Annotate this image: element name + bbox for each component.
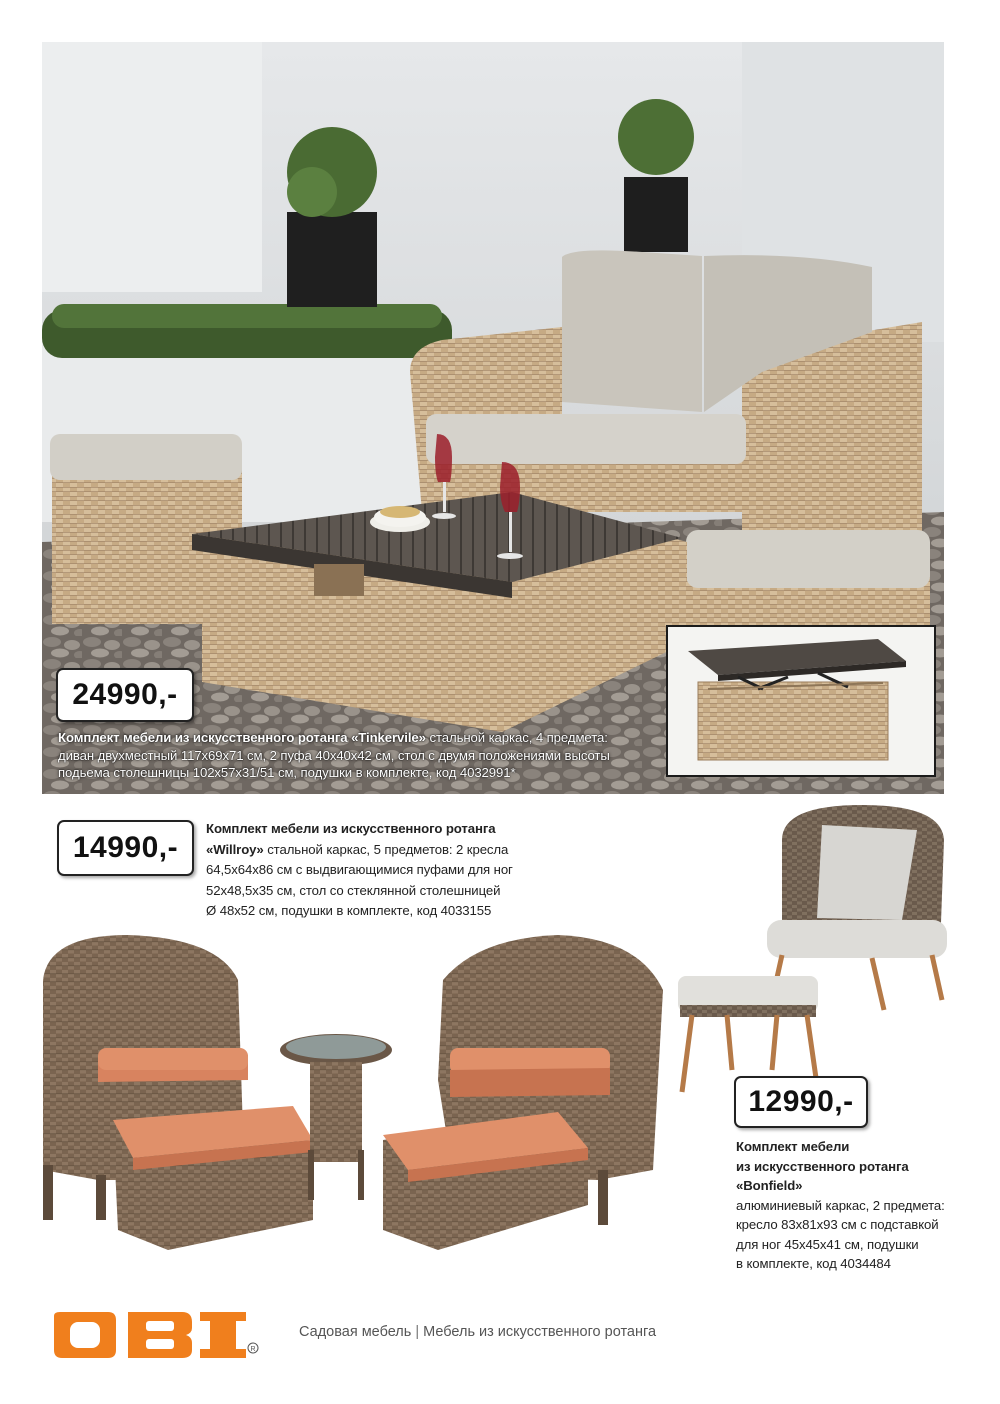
caption-line-1-rest: стальной каркас, 4 предмета: — [425, 730, 608, 745]
price-tag-tinkervile: 24990,- — [56, 668, 194, 722]
bonfield-title-line-2 — [736, 1157, 966, 1177]
willroy-title: Комплект мебели из искусственного ротанга — [206, 821, 496, 836]
bonfield-line-4: алюминиевый каркас, 2 предмета: — [736, 1197, 945, 1213]
inset-table-raised-photo — [666, 625, 936, 777]
willroy-set-image — [38, 930, 678, 1260]
caption-line-1 — [58, 729, 618, 747]
willroy-line-3: 64,5x64x86 см с выдвигающимися пуфами для ног — [206, 862, 513, 877]
footer-category — [299, 1324, 656, 1340]
willroy-title-line — [206, 819, 536, 840]
willroy-line-2-rest: стальной каркас, 5 предметов: 2 кресла — [263, 841, 509, 857]
bonfield-description — [736, 1137, 966, 1274]
bonfield-line-7: в комплекте, код 4034484 — [736, 1256, 891, 1271]
bonfield-set-image — [672, 800, 962, 1100]
bonfield-title-1: Комплект мебели — [736, 1139, 850, 1154]
svg-text:R: R — [250, 1346, 256, 1353]
raised-table-illustration — [668, 627, 934, 775]
willroy-line-4: 52x48,5x35 см, стол со стеклянной столешницей — [206, 882, 501, 898]
bonfield-title-line-1 — [736, 1137, 966, 1157]
tinkervile-title: Комплект мебели из искусственного ротанга «Tinkervile» — [58, 730, 426, 745]
caption-line-3: подьема столешницы 102x57x31/51 см, подушки в комплекте, код 4032991* — [58, 765, 516, 781]
bonfield-title-2: из искусственного ротанга — [736, 1158, 909, 1174]
willroy-name: «Willroy» — [206, 841, 264, 857]
price-tag-willroy: 14990,- — [57, 820, 194, 876]
footer-subcategory-label: Мебель из искусственного ротанга — [423, 1324, 657, 1340]
willroy-line-5: Ø 48x52 см, подушки в комплекте, код 4033155 — [206, 903, 492, 918]
bonfield-title-line-3 — [736, 1176, 966, 1196]
bonfield-name: «Bonfield» — [736, 1178, 803, 1193]
obi-logo — [50, 1310, 260, 1360]
bonfield-line-6: для ног 45x45x41 см, подушки — [736, 1236, 919, 1252]
footer-category-label: Садовая мебель — [299, 1324, 412, 1340]
bonfield-line-5: кресло 83x81x93 см с подставкой — [736, 1217, 939, 1232]
footer-separator: | — [415, 1324, 420, 1340]
price-tag-bonfield: 12990,- — [734, 1076, 868, 1128]
willroy-line-2 — [206, 840, 536, 861]
caption-line-2: диван двухместный 117x69x71 см, 2 пуфа 40x40x42 см, стол с двумя положениями высоты — [58, 747, 610, 763]
willroy-description — [206, 819, 536, 922]
tinkervile-caption — [58, 729, 618, 782]
